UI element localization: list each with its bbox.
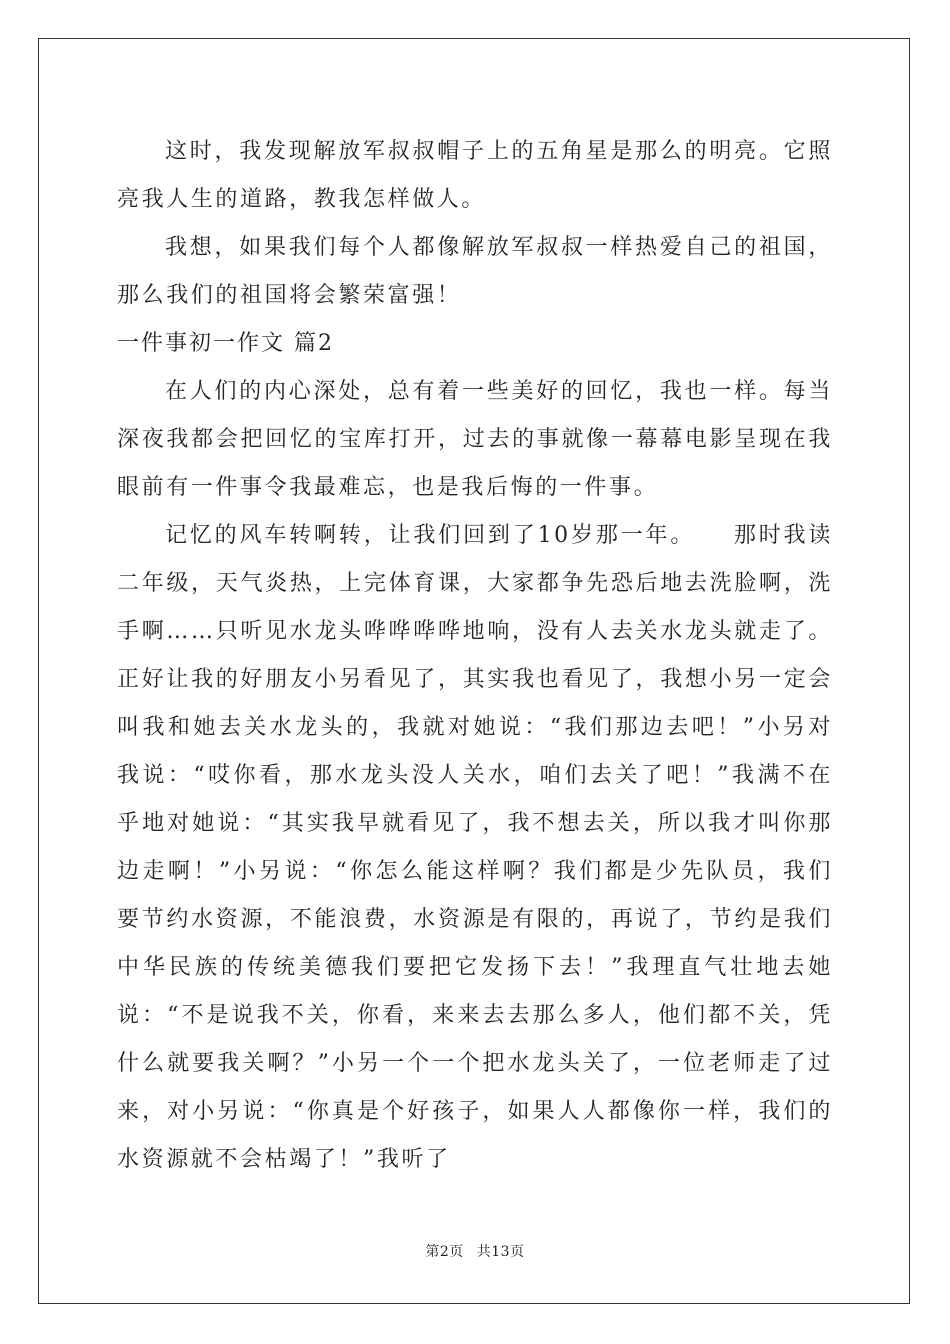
page-total: 共13页 (476, 1244, 525, 1260)
section-heading: 一件事初一作文 篇2 (117, 331, 334, 356)
paragraph: 我想，如果我们每个人都像解放军叔叔一样热爱自己的祖国，那么我们的祖国将会繁荣富强！ (117, 235, 833, 308)
paragraph: 记忆的风车转啊转，让我们回到了10岁那一年。 那时我读二年级，天气炎热，上完体育课，大家都争先恐后地去洗脸啊，洗手啊……只听见水龙头哗哗哗哗地响，没有人去关水龙头就走了。正好让我的好朋友小另看见了，其实我也看见了，我想小另一定会叫我和她去关水龙头的，我就对她说：“我们那边去吧！”小另对我说：“哎你看，那水龙头没人关水，咱们去关了吧！”我满不在乎地对她说：“其实我早就看见了，我不想去关，所以我才叫你那边走啊！”小另说：“你怎么能这样啊？我们都是少先队员，我们要节约水资源，不能浪费，水资源是有限的，再说了，节约是我们中华民族的传统美德我们要把它发扬下去！”我理直气壮地去她说：“不是说我不关，你看，来来去去那么多人，他们都不关，凭什么就要我关啊？”小另一个一个把水龙头关了，一位老师走了过来，对小另说：“你真是个好孩子，如果人人都像你一样，我们的水资源就不会枯竭了！”我听了 (117, 523, 833, 1172)
document-body (117, 128, 833, 1184)
page-footer (0, 1241, 950, 1261)
paragraph: 在人们的内心深处，总有着一些美好的回忆，我也一样。每当深夜我都会把回忆的宝库打开，过去的事就像一幕幕电影呈现在我眼前有一件事令我最难忘，也是我后悔的一件事。 (117, 379, 833, 500)
page-number: 第2页 (425, 1244, 464, 1260)
paragraph: 这时，我发现解放军叔叔帽子上的五角星是那么的明亮。它照亮我人生的道路，教我怎样做人。 (117, 139, 833, 212)
